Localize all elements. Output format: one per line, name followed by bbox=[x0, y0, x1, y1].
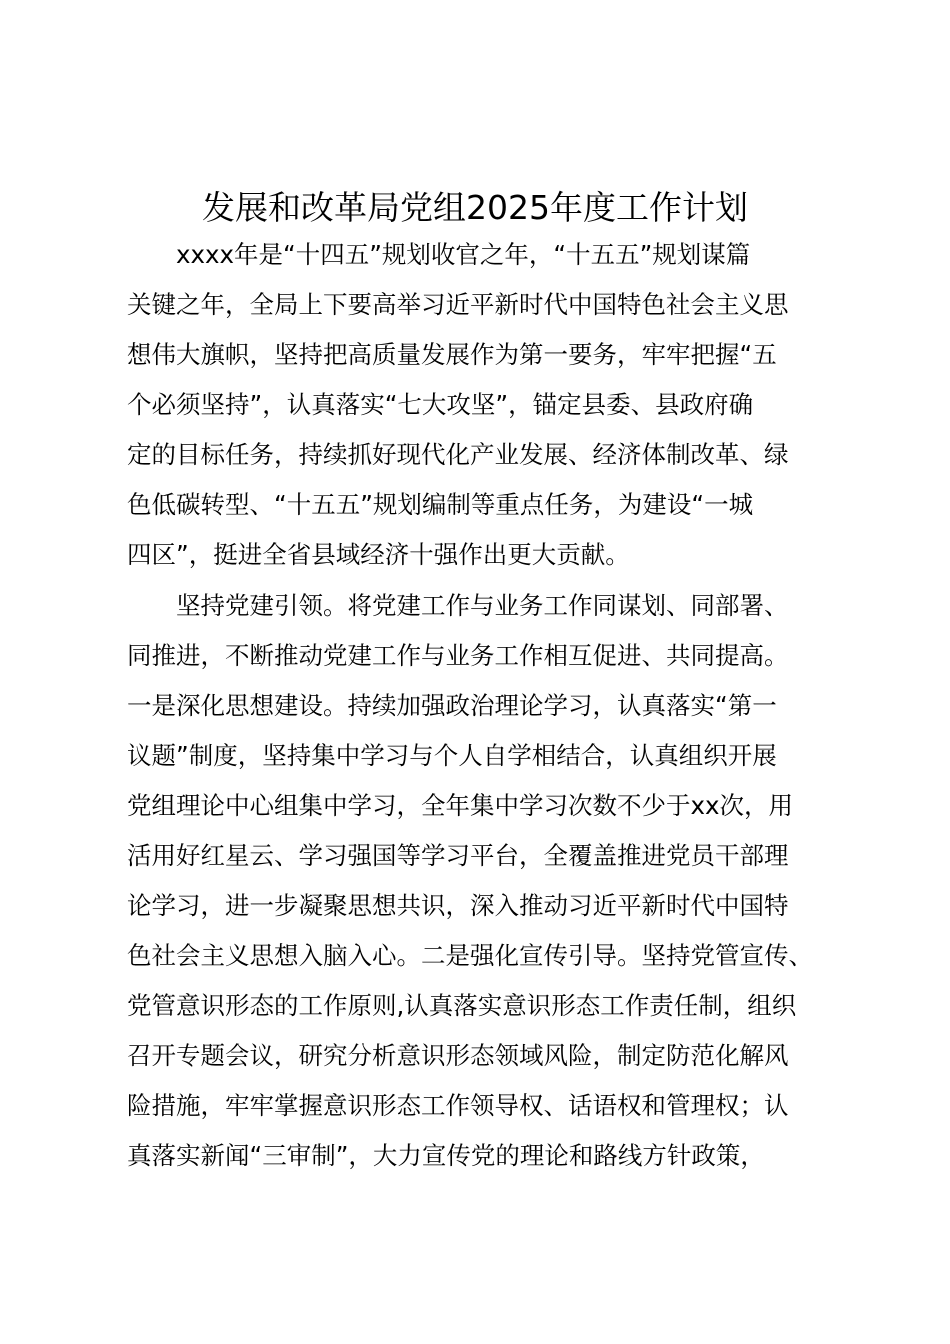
paragraph-line: 真落实新闻“三审制”，大力宣传党的理论和路线方针政策， bbox=[127, 1141, 765, 1170]
paragraph-line: 定的目标任务，持续抓好现代化产业发展、经济体制改革、绿 bbox=[127, 440, 789, 469]
paragraph-line: 党组理论中心组集中学习，全年集中学习次数不少于xx次，用 bbox=[127, 791, 793, 820]
paragraph-line: 同推进，不断推动党建工作与业务工作相互促进、共同提高。 bbox=[127, 641, 789, 670]
paragraph-line: 个必须坚持”，认真落实“七大攻坚”，锚定县委、县政府确 bbox=[127, 390, 754, 419]
paragraph-line: xxxx年是“十四五”规划收官之年，“十五五”规划谋篇 bbox=[176, 240, 751, 269]
paragraph-line: 关键之年，全局上下要高举习近平新时代中国特色社会主义思 bbox=[127, 290, 789, 319]
paragraph-line: 党管意识形态的工作原则,认真落实意识形态工作责任制，组织 bbox=[127, 991, 797, 1020]
paragraph-line: 论学习，进一步凝聚思想共识，深入推动习近平新时代中国特 bbox=[127, 891, 789, 920]
document-title: 发展和改革局党组2025年度工作计划 bbox=[202, 188, 748, 227]
paragraph-line: 活用好红星云、学习强国等学习平台，全覆盖推进党员干部理 bbox=[127, 841, 789, 870]
paragraph-line: 险措施，牢牢掌握意识形态工作领导权、话语权和管理权；认 bbox=[127, 1091, 789, 1120]
paragraph-line: 议题”制度，坚持集中学习与个人自学相结合，认真组织开展 bbox=[127, 741, 777, 770]
paragraph-line: 想伟大旗帜，坚持把高质量发展作为第一要务，牢牢把握“五 bbox=[127, 340, 777, 369]
paragraph-line: 一是深化思想建设。持续加强政治理论学习，认真落实“第一 bbox=[127, 691, 777, 720]
paragraph-line: 色低碳转型、“十五五”规划编制等重点任务，为建设“一城 bbox=[127, 490, 754, 519]
paragraph-line: 坚持党建引领。将党建工作与业务工作同谋划、同部署、 bbox=[176, 591, 789, 620]
paragraph-line: 四区”，挺进全省县域经济十强作出更大贡献。 bbox=[127, 540, 630, 569]
paragraph-line: 召开专题会议，研究分析意识形态领域风险，制定防范化解风 bbox=[127, 1041, 789, 1070]
paragraph-line: 色社会主义思想入脑入心。二是强化宣传引导。坚持党管宣传、 bbox=[127, 941, 813, 970]
